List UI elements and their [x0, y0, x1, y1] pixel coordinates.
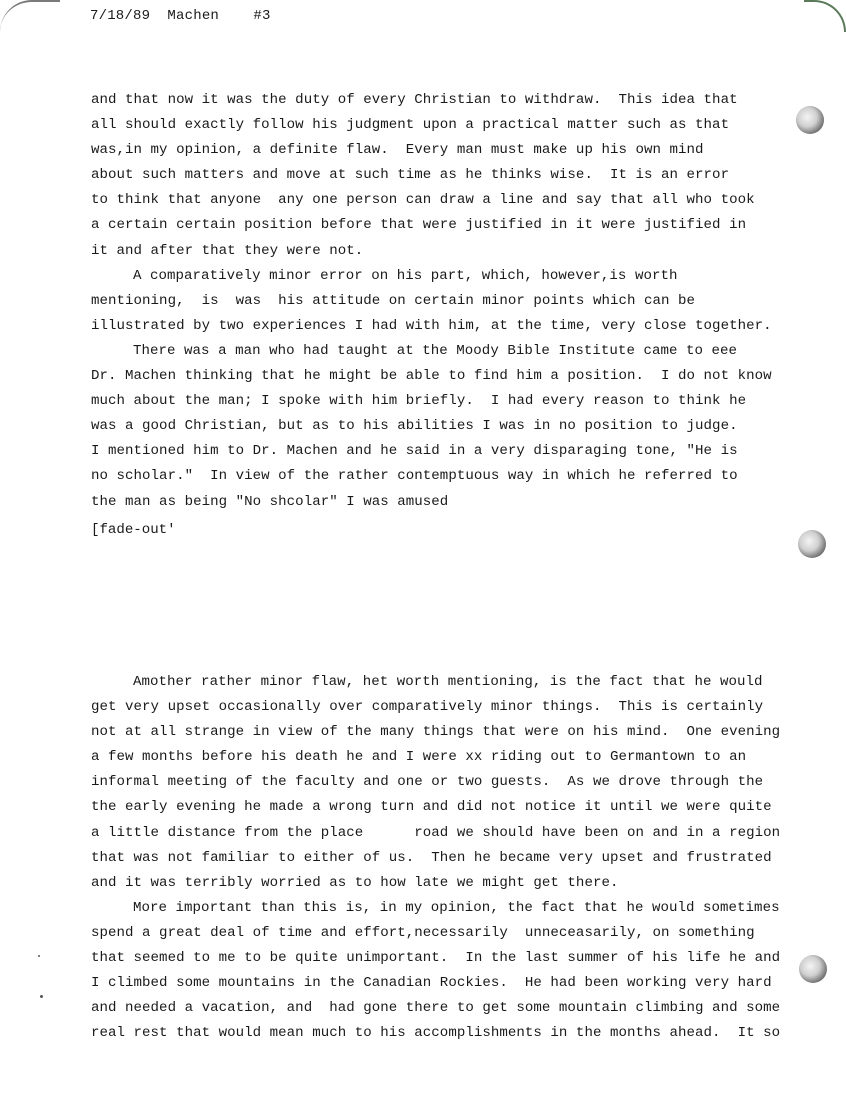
page-header: 7/18/89 Machen #3	[90, 8, 271, 24]
text-line: that was not familiar to either of us. Then he became very upset and frustrated	[91, 849, 772, 866]
text-line: not at all strange in view of the many things that were on his mind. One evening	[91, 724, 781, 741]
text-line: Dr. Machen thinking that he might be able to find him a position. I do not know	[91, 368, 772, 385]
text-line: that seemed to me to be quite unimportant. In the last summer of his life he and	[91, 950, 781, 967]
text-line: mentioning, is was his attitude on certain minor points which can be	[91, 292, 696, 309]
text-line: about such matters and move at such time as he thinks wise. It is an error	[91, 167, 730, 184]
text-line: real rest that would mean much to his accomplishments in the months ahead. It so	[91, 1025, 781, 1042]
text-line: all should exactly follow his judgment upon a practical matter such as that	[91, 117, 730, 134]
text-line: to think that anyone any one person can draw a line and say that all who took	[91, 192, 755, 209]
text-line: A comparatively minor error on his part, which, however,is worth	[133, 267, 678, 284]
text-line: get very upset occasionally over comparatively minor things. This is certainly	[91, 699, 764, 716]
text-line: a little distance from the place road we should have been on and in a region	[91, 824, 781, 841]
fade-out-note: [fade-out'	[91, 522, 176, 538]
text-line: and it was terribly worried as to how late we might get there.	[91, 874, 619, 891]
scan-speck	[38, 955, 40, 957]
text-line: spend a great deal of time and effort,necessarily unneceasarily, on something	[91, 924, 755, 941]
text-line: Amother rather minor flaw, het worth mentioning, is the fact that he would	[133, 674, 763, 690]
body-text-block-1	[91, 88, 791, 515]
text-line: was,in my opinion, a definite flaw. Every man must make up his own mind	[91, 142, 704, 159]
text-line: More important than this is, in my opinion, the fact that he would sometimes	[133, 899, 780, 916]
text-line: no scholar." In view of the rather contemptuous way in which he referred to	[91, 468, 738, 485]
text-line: and that now it was the duty of every Christian to withdraw. This idea that	[91, 92, 738, 108]
text-line: I mentioned him to Dr. Machen and he said in a very disparaging tone, "He is	[91, 443, 738, 460]
text-line: informal meeting of the faculty and one or two guests. As we drove through the	[91, 774, 764, 791]
text-line: There was a man who had taught at the Moody Bible Institute came to eee	[133, 342, 738, 359]
body-text-block-2	[91, 670, 791, 1046]
binder-hole-icon	[799, 955, 827, 983]
text-line: was a good Christian, but as to his abilities I was in no position to judge.	[91, 418, 738, 435]
binder-hole-icon	[798, 530, 826, 558]
text-line: it and after that they were not.	[91, 242, 364, 259]
page-corner-decoration	[0, 0, 60, 32]
page-corner-decoration	[804, 0, 846, 32]
text-line: the man as being "No shcolar" I was amused	[91, 493, 449, 510]
text-line: illustrated by two experiences I had with him, at the time, very close together.	[91, 317, 772, 334]
text-line: much about the man; I spoke with him briefly. I had every reason to think he	[91, 393, 747, 410]
binder-hole-icon	[796, 106, 824, 134]
text-line: a certain certain position before that were justified in it were justified in	[91, 217, 747, 234]
text-line: I climbed some mountains in the Canadian Rockies. He had been working very hard	[91, 975, 772, 992]
text-line: a few months before his death he and I were xx riding out to Germantown to an	[91, 749, 747, 766]
scan-speck	[40, 995, 43, 998]
text-line: and needed a vacation, and had gone there to get some mountain climbing and some	[91, 1000, 781, 1017]
text-line: the early evening he made a wrong turn and did not notice it until we were quite	[91, 799, 772, 816]
